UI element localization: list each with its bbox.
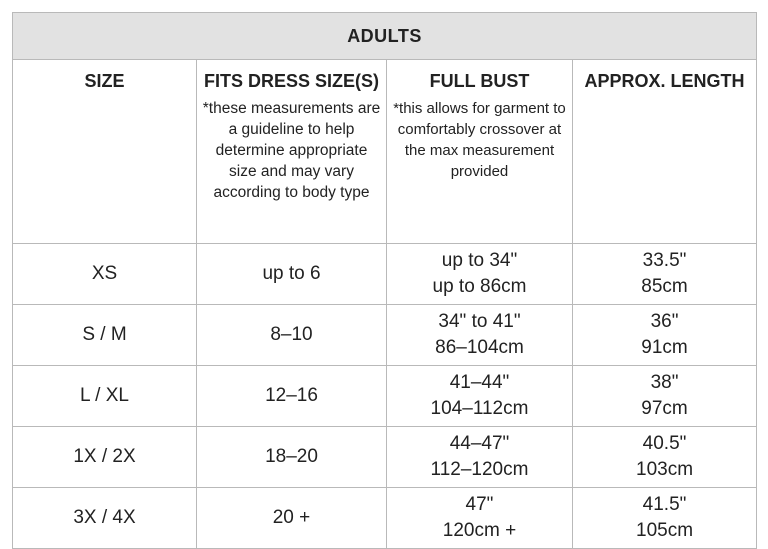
length-cm: 105cm (636, 520, 694, 541)
cell-dress-size: 12–16 (197, 366, 387, 427)
header-bust-note: *this allows for garment to comfortably crossover at the max measurement provided (393, 100, 566, 180)
table-row (13, 427, 757, 488)
length-inches: 36" (650, 311, 679, 332)
bust-cm: 86–104cm (435, 337, 524, 358)
cell-size: 1X / 2X (13, 427, 197, 488)
bust-inches: up to 34" (441, 250, 518, 271)
table-row (13, 305, 757, 366)
length-inches: 41.5" (642, 494, 687, 515)
size-chart-table (12, 12, 757, 549)
length-inches: 38" (650, 372, 679, 393)
header-size-title: SIZE (84, 71, 125, 91)
length-cm: 103cm (636, 459, 694, 480)
bust-cm: up to 86cm (432, 276, 527, 297)
cell-full-bust (387, 427, 573, 488)
length-cm: 91cm (641, 337, 688, 358)
header-row (13, 60, 757, 244)
cell-size: 3X / 4X (13, 488, 197, 549)
header-length-title: APPROX. LENGTH (584, 71, 745, 91)
header-dress-size (197, 60, 387, 244)
header-size (13, 60, 197, 244)
length-cm: 85cm (641, 276, 688, 297)
cell-size: S / M (13, 305, 197, 366)
table-row (13, 488, 757, 549)
header-dress-note: *these measurements are a guideline to help determine appropriate size and may vary according to body type (202, 100, 381, 201)
cell-dress-size: 18–20 (197, 427, 387, 488)
bust-cm: 112–120cm (430, 459, 529, 480)
cell-dress-size: 8–10 (197, 305, 387, 366)
bust-inches: 44–47" (449, 433, 510, 454)
header-dress-title: FITS DRESS SIZE(S) (203, 71, 380, 91)
cell-dress-size: 20 + (197, 488, 387, 549)
cell-full-bust (387, 488, 573, 549)
length-cm: 97cm (641, 398, 688, 419)
cell-size: L / XL (13, 366, 197, 427)
cell-length (573, 305, 757, 366)
cell-length (573, 244, 757, 305)
cell-dress-size: up to 6 (197, 244, 387, 305)
header-full-bust (387, 60, 573, 244)
bust-inches: 41–44" (449, 372, 510, 393)
table-banner: ADULTS (13, 13, 757, 60)
cell-full-bust (387, 366, 573, 427)
cell-length (573, 427, 757, 488)
header-bust-title: FULL BUST (429, 71, 530, 91)
cell-full-bust (387, 305, 573, 366)
table-row (13, 366, 757, 427)
header-approx-length (573, 60, 757, 244)
bust-inches: 47" (465, 494, 494, 515)
bust-cm: 120cm + (442, 520, 517, 541)
length-inches: 33.5" (642, 250, 687, 271)
table-row (13, 244, 757, 305)
cell-length (573, 488, 757, 549)
length-inches: 40.5" (642, 433, 687, 454)
bust-inches: 34" to 41" (438, 311, 521, 332)
cell-size: XS (13, 244, 197, 305)
cell-full-bust (387, 244, 573, 305)
cell-length (573, 366, 757, 427)
bust-cm: 104–112cm (430, 398, 529, 419)
